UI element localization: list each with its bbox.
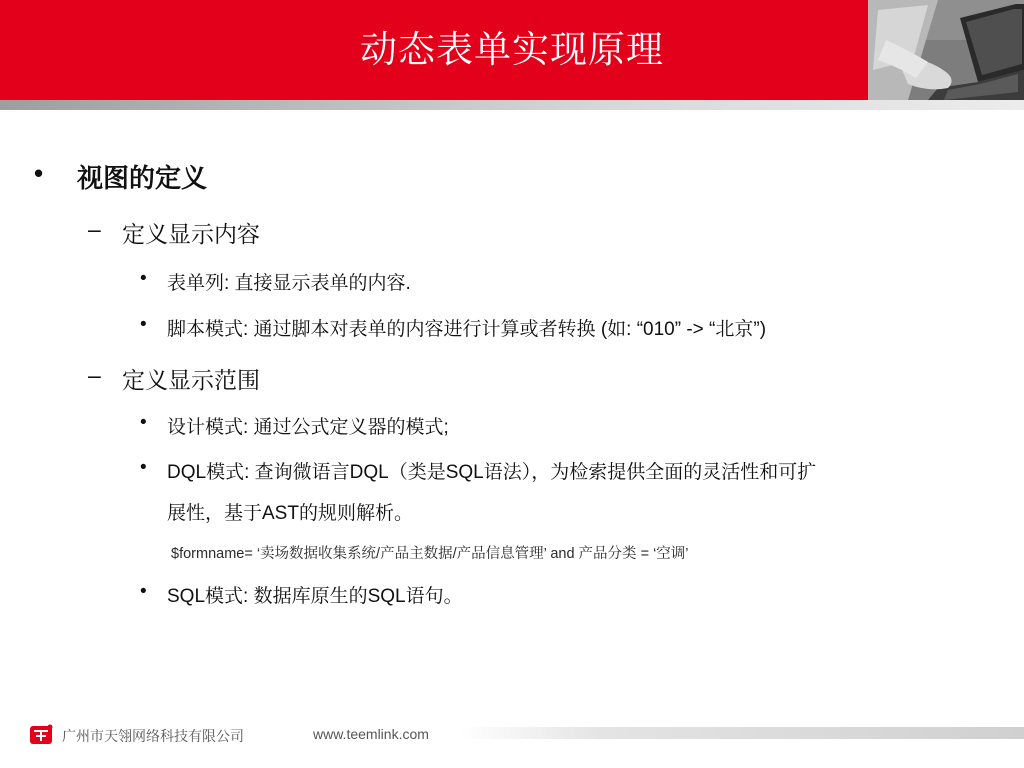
list-item-continuation [167, 498, 413, 525]
list-item-text: 展性，基于AST的规则解析。 [167, 503, 413, 524]
dash-icon: – [88, 216, 101, 242]
section-title: 视图的定义 [77, 163, 208, 193]
list-item-text: SQL模式: 数据库原生的SQL语句。 [167, 586, 463, 607]
dql-example [171, 542, 689, 563]
footer-website-link[interactable]: www.teemlink.com [313, 726, 429, 742]
teemlink-logo-icon [28, 722, 54, 748]
slide-title: 动态表单实现原理 [360, 29, 664, 70]
bullet-icon: • [140, 268, 147, 289]
bullet-icon: • [140, 412, 147, 433]
dash-icon: – [88, 362, 101, 388]
header-laptop-photo [868, 0, 1024, 100]
list-item-text: 脚本模式: 通过脚本对表单的内容进行计算或者转换 (如: “010” -> “北京”) [167, 319, 767, 340]
slide-body [0, 110, 1024, 710]
footer [0, 715, 1024, 768]
subsection-label: 定义显示范围 [122, 367, 260, 393]
list-item-text: DQL模式: 查询微语言DQL（类是SQL语法），为检索提供全面的灵活性和可扩 [167, 462, 817, 483]
subsection-label: 定义显示内容 [122, 221, 260, 247]
bullet-icon: • [140, 457, 147, 478]
bullet-icon: • [34, 158, 44, 188]
bullet-icon: • [140, 581, 147, 602]
list-item-text: 设计模式: 通过公式定义器的模式; [167, 417, 449, 438]
bullet-icon: • [140, 314, 147, 335]
list-item-text: 表单列: 直接显示表单的内容. [167, 273, 411, 294]
header-shadow-bar [0, 100, 1024, 110]
footer-company-name: 广州市天翎网络科技有限公司 [62, 728, 244, 744]
laptop-image-icon [868, 0, 1024, 100]
footer-gradient-bar [460, 727, 1024, 739]
dql-example-text: $formname= ‘卖场数据收集系统/产品主数据/产品信息管理’ and 产品分类 = ‘空调’ [171, 546, 689, 562]
